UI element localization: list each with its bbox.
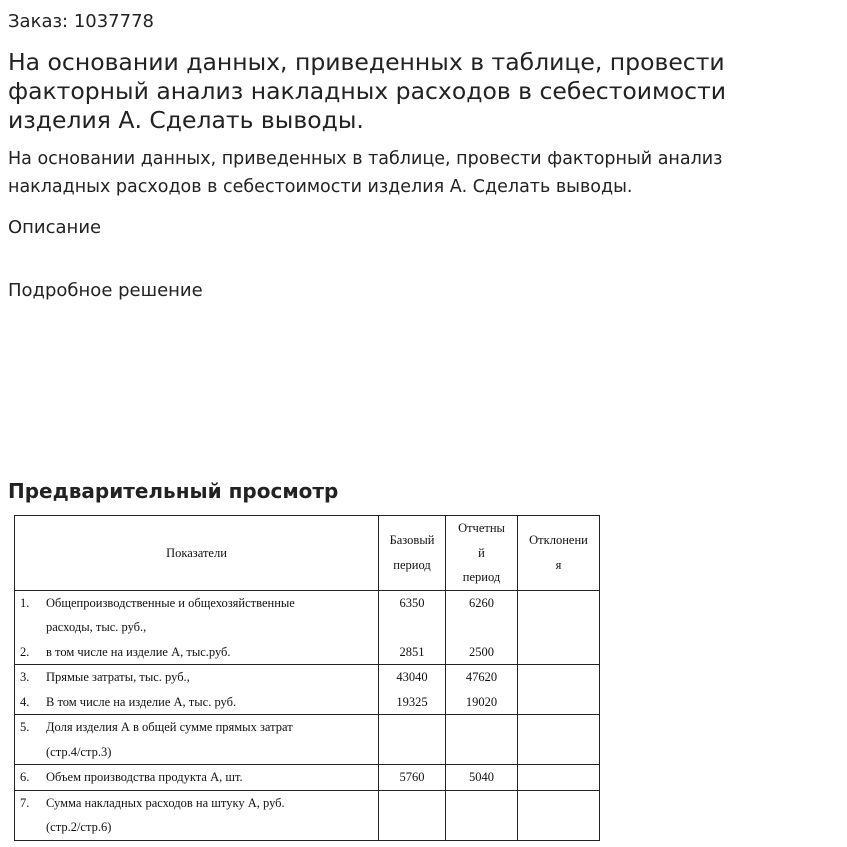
report-value: [446, 815, 517, 840]
table-row: [15, 765, 600, 791]
base-value: [379, 615, 445, 640]
indicator-number: 5.: [20, 720, 30, 734]
indicator-line: [15, 615, 378, 640]
solution-label: Подробное решение: [8, 280, 203, 301]
header-deviation-line: Отклонени: [529, 533, 588, 548]
indicator-number: 2.: [20, 644, 30, 659]
base-value-cell: [379, 590, 446, 665]
report-value-cell: [446, 590, 518, 665]
header-indicators: [15, 516, 379, 591]
table-header-row: [15, 516, 600, 591]
report-value: 6260: [469, 595, 494, 610]
indicator-cell: [15, 790, 379, 840]
base-value: [379, 815, 445, 840]
header-base-period: [379, 516, 446, 591]
report-value: [446, 740, 517, 765]
indicator-text: Общепроизводственные и общехозяйственные: [46, 595, 295, 610]
report-value-cell: [446, 665, 518, 715]
report-value: 2500: [469, 644, 494, 659]
base-value-cell: [379, 665, 446, 715]
header-deviation-line: я: [555, 557, 562, 572]
indicator-number: 6.: [20, 770, 30, 784]
deviation-cell: [518, 665, 600, 715]
indicator-number: 1.: [20, 595, 30, 610]
indicator-line: [15, 791, 378, 816]
indicator-line: [15, 815, 378, 840]
indicator-number: 3.: [20, 670, 30, 684]
indicator-line: [15, 765, 378, 790]
task-text: На основании данных, приведенных в таблице, провести факторный анализ накладных расходов в себестоимости изделия А. Сделать выводы.: [8, 149, 723, 197]
report-value: [446, 791, 517, 816]
deviation-cell: [518, 715, 600, 765]
indicator-text: в том числе на изделие А, тыс.руб.: [46, 644, 231, 659]
indicator-text: В том числе на изделие А, тыс. руб.: [46, 694, 237, 709]
base-value-cell: [379, 715, 446, 765]
report-value: 19020: [465, 694, 498, 709]
indicator-cell: [15, 665, 379, 715]
base-value: 2851: [399, 644, 425, 659]
indicator-line: [15, 640, 378, 665]
report-value: 47620: [465, 670, 498, 684]
indicator-text: (стр.2/стр.6): [46, 820, 112, 834]
table-row: [15, 715, 600, 765]
page-title: На основании данных, приведенных в таблице, провести факторный анализ накладных расходов в себестоимости изделия А. Сделать выводы.: [8, 48, 727, 134]
base-value-cell: [379, 765, 446, 791]
indicator-text: расходы, тыс. руб.,: [46, 620, 147, 634]
indicator-line: [15, 665, 378, 690]
report-value-cell: [446, 765, 518, 791]
deviation-cell: [518, 590, 600, 665]
indicator-text: Доля изделия А в общей сумме прямых затрат: [46, 720, 293, 734]
order-number: Заказ: 1037778: [8, 11, 154, 32]
base-value: [379, 740, 445, 765]
table-row: [15, 590, 600, 665]
deviation-cell: [518, 765, 600, 791]
indicator-line: [15, 715, 378, 740]
indicator-line: [15, 591, 378, 616]
indicator-text: (стр.4/стр.3): [46, 744, 112, 759]
indicator-line: [15, 690, 378, 715]
base-value: 43040: [396, 670, 428, 684]
deviation-cell: [518, 790, 600, 840]
indicator-text: Объем производства продукта А, шт.: [46, 770, 243, 784]
report-value: 5040: [469, 770, 494, 784]
indicator-line: [15, 740, 378, 765]
indicator-cell: [15, 715, 379, 765]
header-report-line: й: [478, 545, 485, 560]
report-value: [446, 615, 517, 640]
indicator-text: Сумма накладных расходов на штуку А, руб.: [46, 795, 285, 810]
base-value: 6350: [399, 595, 425, 610]
header-deviation: [518, 516, 600, 591]
header-report-line: Отчетны: [458, 521, 505, 535]
header-indicators-label: Показатели: [166, 545, 227, 560]
table-row: [15, 790, 600, 840]
base-value: [379, 715, 445, 740]
indicator-cell: [15, 590, 379, 665]
indicator-number: 4.: [20, 694, 30, 709]
indicator-number: 7.: [20, 795, 30, 810]
report-value: [446, 715, 517, 740]
base-value: 5760: [399, 770, 425, 784]
indicator-text: Прямые затраты, тыс. руб.,: [46, 670, 190, 684]
report-value-cell: [446, 790, 518, 840]
header-report-period: [446, 516, 518, 591]
base-value: [379, 791, 445, 816]
table-row: [15, 665, 600, 715]
preview-heading: Предварительный просмотр: [8, 479, 339, 503]
base-value-cell: [379, 790, 446, 840]
indicator-cell: [15, 765, 379, 791]
base-value: 19325: [396, 694, 428, 709]
description-label: Описание: [8, 217, 102, 238]
header-base-line: период: [393, 557, 431, 572]
header-base-line: Базовый: [389, 533, 435, 548]
report-value-cell: [446, 715, 518, 765]
header-report-line: период: [462, 570, 501, 584]
preview-table: [14, 515, 600, 841]
